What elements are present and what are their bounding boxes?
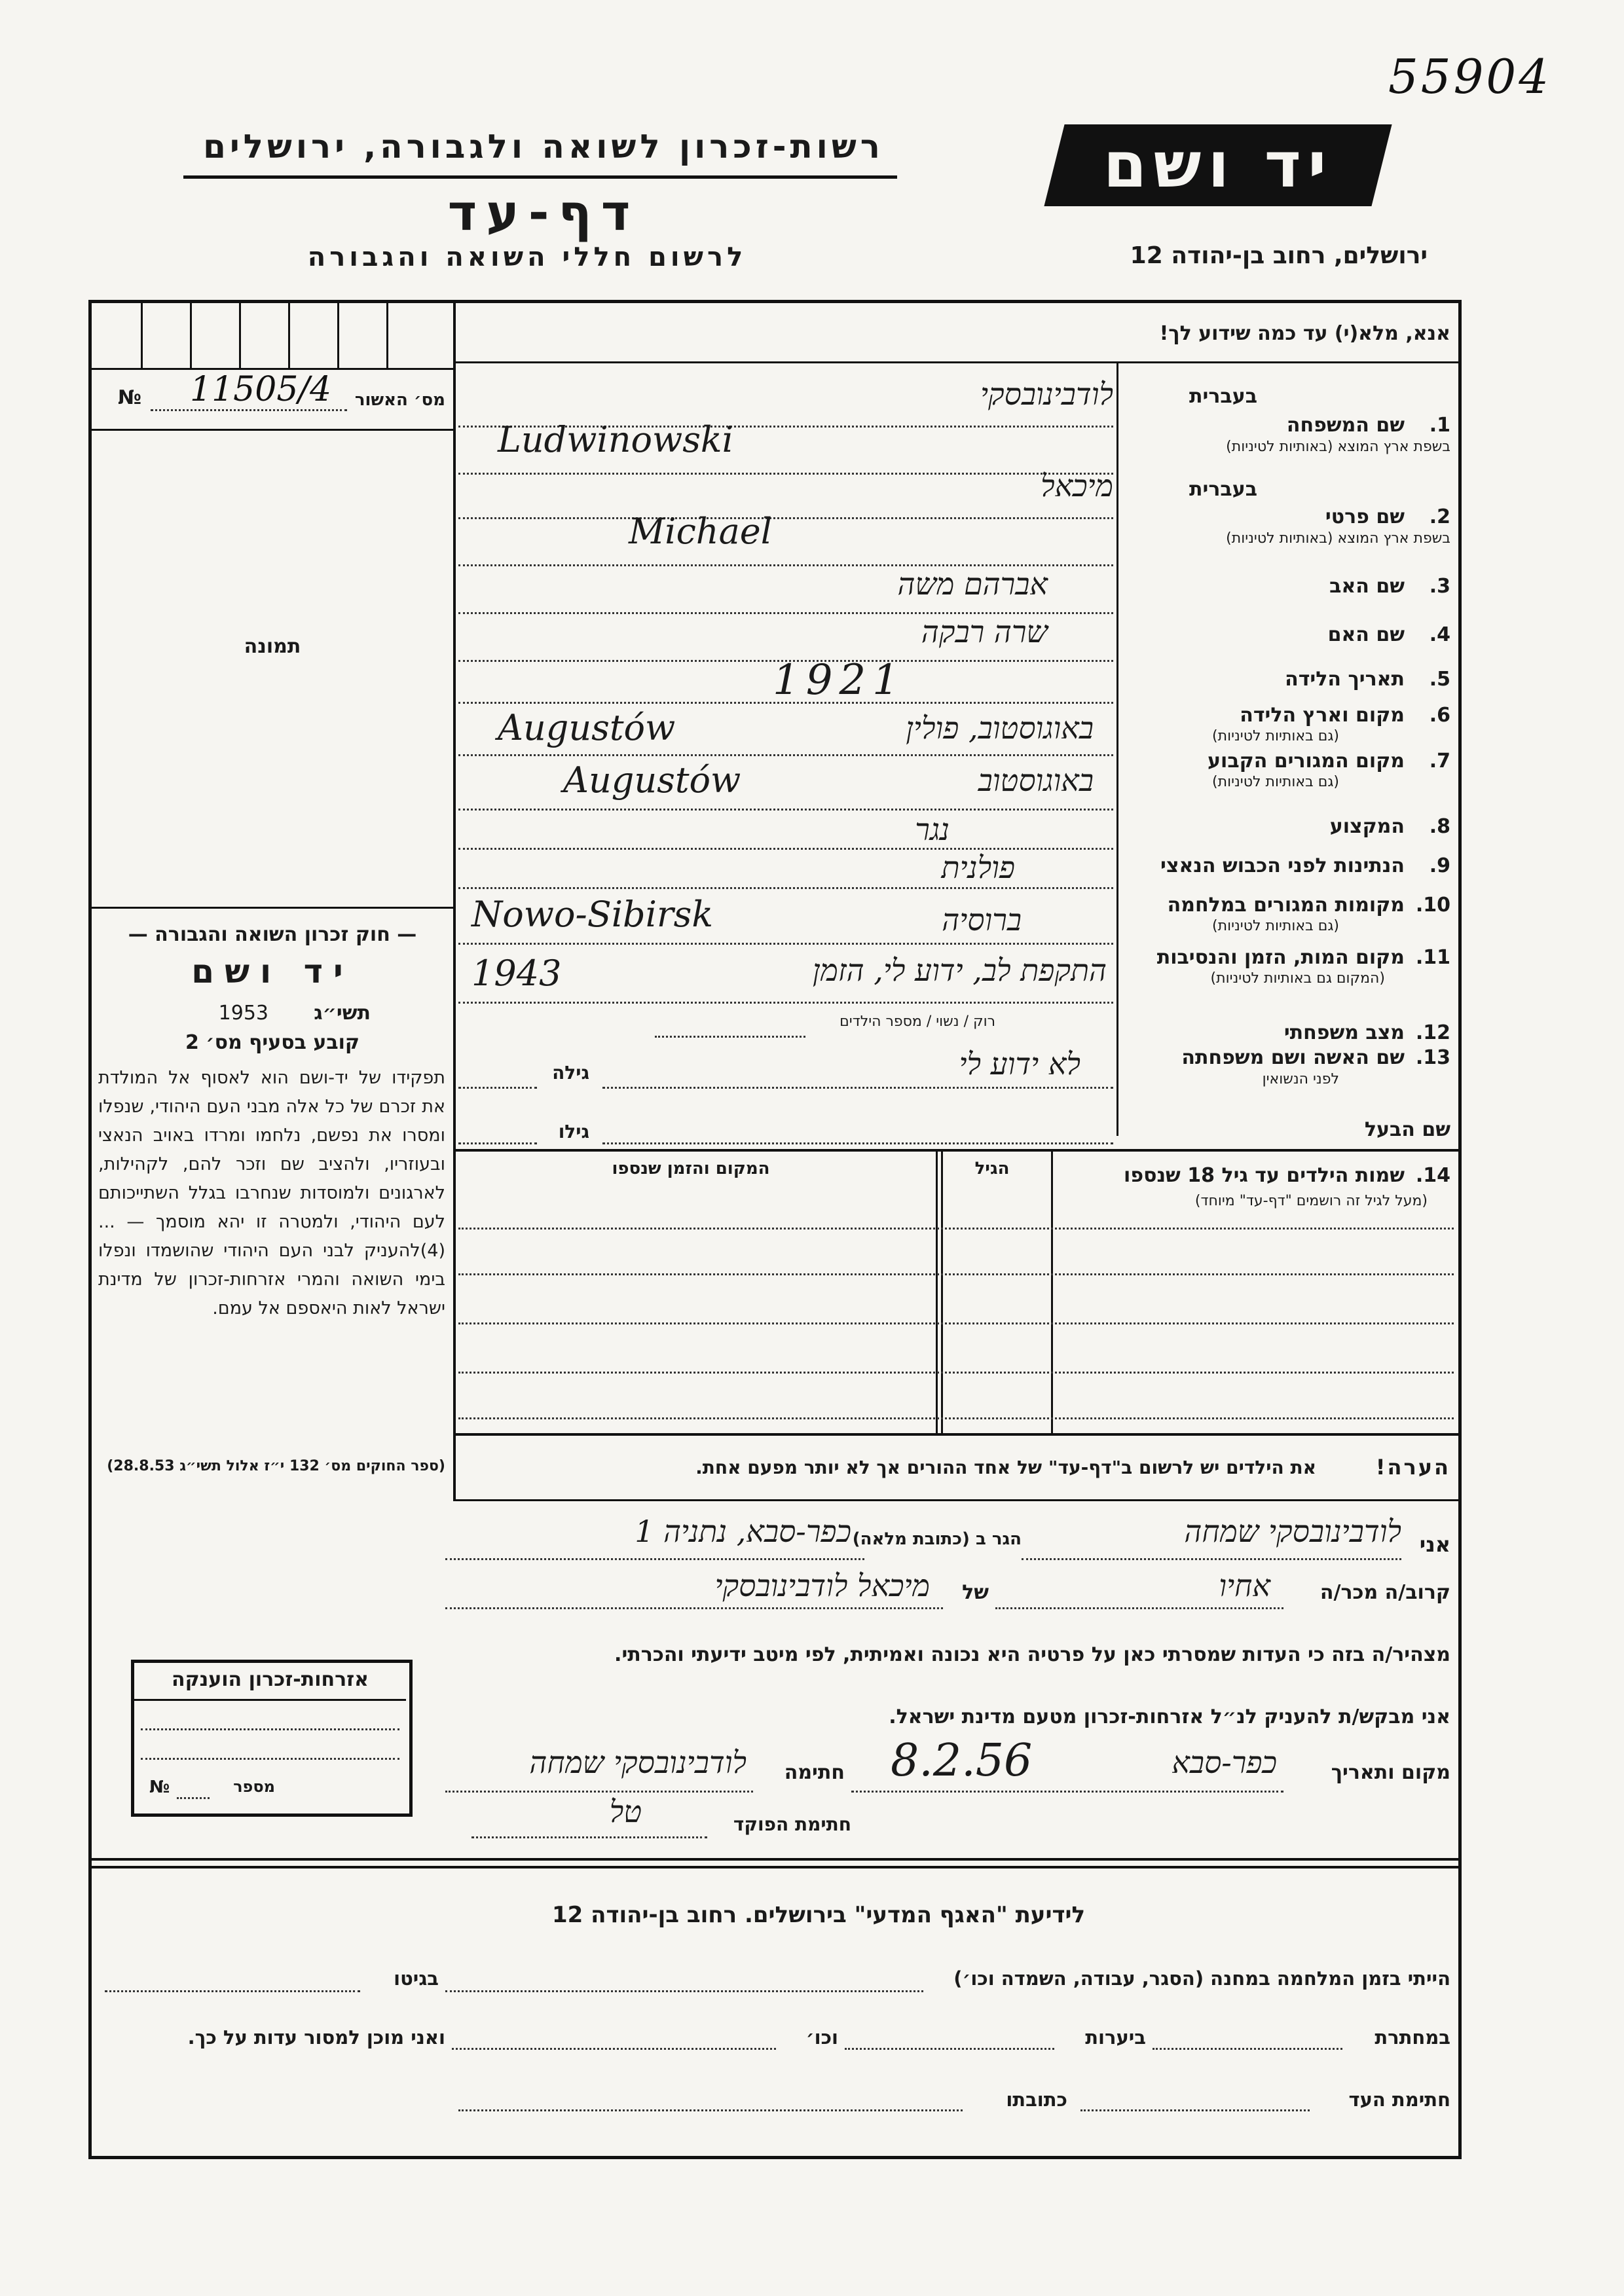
- field-9-line: [458, 887, 1113, 889]
- bottom-line2-underground-field[interactable]: [1153, 2048, 1342, 2050]
- note-bottom: [456, 1499, 1458, 1501]
- citizenship-title-underline: [134, 1699, 406, 1701]
- registration-no-symbol: №: [118, 386, 142, 409]
- field-11-num: 11.: [1415, 946, 1450, 969]
- declaration-officer-line: [471, 1836, 707, 1838]
- declaration-address-line: [445, 1558, 864, 1560]
- bottom-line2-forests-field[interactable]: [845, 2048, 1054, 2050]
- frame-right: [1458, 300, 1462, 2159]
- field-11-value-year[interactable]: 1943: [471, 953, 562, 994]
- frame-top: [88, 300, 1462, 303]
- declaration-place[interactable]: כפר-סבא: [1172, 1745, 1277, 1780]
- field-14-num: 14.: [1415, 1164, 1450, 1187]
- children-row-line: [458, 1372, 1454, 1374]
- field-10-num: 10.: [1415, 894, 1450, 917]
- field-3-num: 3.: [1429, 575, 1450, 598]
- form-title: דף-עד: [447, 183, 640, 242]
- intro-divider: [456, 361, 1458, 363]
- note-label: הערה!: [1375, 1455, 1450, 1480]
- field-7-num: 7.: [1429, 750, 1450, 773]
- field-7-value-hebrew[interactable]: באוגוסטוב: [978, 763, 1094, 798]
- field-7-value-latin[interactable]: Augustów: [563, 759, 741, 801]
- bottom-line1-ghetto: בגיטו: [394, 1967, 439, 1990]
- field-11-sub: (המקום גם באותיות לטיניות): [1210, 970, 1385, 987]
- box-grid-line: [190, 302, 192, 368]
- husband-age-line: [458, 1142, 537, 1144]
- field-12-label: מצב משפחתי: [1283, 1021, 1405, 1044]
- field-10-sub: (גם באותיות לטיניות): [1212, 918, 1339, 934]
- declaration-date[interactable]: 8.2.56: [891, 1735, 1033, 1787]
- declaration-officer[interactable]: טל: [609, 1794, 642, 1829]
- field-7-sub: (גם באותיות לטיניות): [1212, 774, 1339, 790]
- field-10-line: [458, 943, 1113, 945]
- bottom-line1-camp-field[interactable]: [445, 1990, 923, 1992]
- law-name: יד ושם: [191, 953, 354, 991]
- box-grid-line: [386, 302, 388, 368]
- field-1-hebrew-tag: בעברית: [1189, 385, 1257, 408]
- bottom-separator: [92, 1866, 1458, 1868]
- field-6-value-latin[interactable]: Augustów: [498, 707, 676, 748]
- box-grid-line: [288, 302, 290, 368]
- field-6-value-hebrew[interactable]: באוגוסטוב, פולין: [906, 710, 1094, 746]
- field-13-age-label: גילה: [552, 1062, 589, 1084]
- citizenship-number-label: מספר: [233, 1777, 275, 1796]
- declaration-signature-label: חתימה: [784, 1761, 845, 1784]
- field-9-num: 9.: [1429, 854, 1450, 877]
- field-12-num: 12.: [1415, 1021, 1450, 1044]
- husband-label: שם הבעל: [1364, 1118, 1450, 1141]
- field-6-sub: (גם באותיות לטיניות): [1212, 728, 1339, 744]
- field-7-label: מקום המגורים הקבוע: [1208, 750, 1405, 773]
- form-subtitle: לרשום חללי השואה והגבורה: [307, 242, 747, 272]
- citizenship-no-symbol: №: [149, 1777, 170, 1797]
- bottom-line2-etc: וכו׳: [805, 2026, 838, 2049]
- bottom-line2-forests: ביערות: [1085, 2026, 1146, 2049]
- field-10-value-hebrew[interactable]: ברוסיה: [942, 902, 1022, 938]
- field-6-label: מקום וארץ הלידה: [1240, 704, 1405, 727]
- husband-age-label: גילו: [558, 1121, 589, 1142]
- field-11-label: מקום המות, הזמן והנסיבות: [1156, 946, 1405, 969]
- declaration-officer-label: חתימת הפוקד: [733, 1813, 851, 1835]
- frame-bottom: [88, 2156, 1462, 2159]
- children-row-line: [458, 1322, 1454, 1324]
- field-1-label: שם המשפחה: [1286, 414, 1405, 437]
- archive-number: 55904: [1388, 49, 1552, 104]
- field-2-num: 2.: [1429, 505, 1450, 528]
- box-grid-line: [141, 302, 143, 368]
- bottom-line3-address: כתובתו: [1006, 2088, 1067, 2111]
- field-2-sub: בשפת ארץ המוצא (באותיות לטיניות): [1226, 530, 1450, 547]
- registration-divider: [92, 429, 453, 431]
- declaration-address[interactable]: כפר-סבא, נתניה 1: [635, 1514, 851, 1549]
- bottom-line3-witness-signature: חתימת העד: [1348, 2088, 1450, 2111]
- field-9-value[interactable]: פולנית: [941, 850, 1015, 885]
- org-underline: [183, 175, 897, 179]
- law-clause: קובע בסעיף מס׳ 2: [185, 1031, 360, 1054]
- children-row-line: [458, 1417, 1454, 1419]
- field-13-line: [602, 1087, 1113, 1089]
- field-4-label: שם האם: [1327, 623, 1405, 646]
- field-3-value[interactable]: אברהם משה: [897, 566, 1048, 602]
- declaration-of[interactable]: מיכאל לודבינובסקי: [714, 1568, 930, 1603]
- field-12-options[interactable]: רוק / נשוי / מספר הילדים: [840, 1013, 995, 1030]
- declaration-request: אני מבקש/ת להעניק לנ״ל אזרחות-זכרון מטעם מדינת ישראל.: [889, 1705, 1450, 1728]
- bottom-line3-address-field[interactable]: [458, 2109, 963, 2111]
- photo-divider: [92, 907, 453, 909]
- children-section-top: [456, 1149, 1458, 1152]
- field-12-line: [655, 1036, 805, 1038]
- field-11-line: [458, 1002, 1113, 1004]
- children-col-divider: [1051, 1152, 1053, 1433]
- declaration-ani: אני: [1419, 1532, 1450, 1557]
- field-1-num: 1.: [1429, 414, 1450, 437]
- declaration-lives-label: הגר ב (כתובת מלאה): [852, 1529, 1022, 1549]
- field-2-hebrew-tag: בעברית: [1189, 478, 1257, 501]
- field-14-label: שמות הילדים עד גיל 18 שנספו: [1124, 1164, 1405, 1187]
- frame-left: [88, 300, 92, 2159]
- label-column-divider: [1116, 363, 1118, 1136]
- bottom-line2-etc-field[interactable]: [452, 2048, 776, 2050]
- org-line: רשות-זכרון לשואה ולגבורה, ירושלים: [203, 128, 884, 166]
- field-11-value-hebrew[interactable]: התקפת לב, ידוע לי, הזמן: [812, 953, 1107, 988]
- law-reference: (ספר החוקים מס׳ 132 י״ז אלול תשי״ג 28.8.53): [107, 1458, 445, 1474]
- box-grid-line: [337, 302, 339, 368]
- declaration-relation-line: [995, 1607, 1283, 1609]
- field-2-value-hebrew[interactable]: מיכאל: [1041, 468, 1113, 503]
- field-5-value[interactable]: 1921: [773, 656, 906, 704]
- children-col-age: הגיל: [974, 1159, 1010, 1178]
- declaration-name[interactable]: לודבינובסקי שמחה: [1184, 1514, 1401, 1549]
- citizenship-title: אזרחות-זכרון הוענקה: [171, 1668, 369, 1691]
- bottom-line1-camp: הייתי בזמן המלחמה במחנה (הסגר, עבודה, השמדה וכו׳): [953, 1967, 1450, 1990]
- field-4-num: 4.: [1429, 623, 1450, 646]
- children-row-line: [458, 1273, 1454, 1275]
- field-8-label: המקצוע: [1329, 815, 1405, 838]
- bottom-title: לידיעת "האגף המדעי" בירושלים. רחוב בן-יהודה 12: [551, 1902, 1086, 1928]
- field-6-line: [458, 754, 1113, 756]
- field-8-line: [458, 848, 1113, 850]
- declaration-signature-line: [445, 1791, 753, 1793]
- field-13-sub: לפני הנשואין: [1262, 1071, 1339, 1087]
- bottom-line1-ghetto-field[interactable]: [105, 1990, 360, 1992]
- photo-label: תמונה: [244, 635, 301, 658]
- registration-line: [151, 409, 347, 411]
- field-1-value-latin[interactable]: Ludwinowski: [498, 419, 733, 460]
- field-10-value-latin[interactable]: Nowo-Sibirsk: [471, 894, 714, 935]
- field-2-line-hebrew: [458, 517, 1113, 519]
- field-13-value[interactable]: לא ידוע לי: [959, 1046, 1080, 1082]
- husband-line: [602, 1142, 1113, 1144]
- declaration-signature[interactable]: לודבינובסקי שמחה: [529, 1745, 747, 1780]
- field-8-num: 8.: [1429, 815, 1450, 838]
- children-col-divider: [941, 1152, 943, 1433]
- bottom-line3-witness-field[interactable]: [1080, 2109, 1310, 2111]
- field-1-sub: בשפת ארץ המוצא (באותיות לטיניות): [1226, 439, 1450, 455]
- registration-number: 11505/4: [190, 370, 332, 409]
- field-5-num: 5.: [1429, 668, 1450, 691]
- header-address: ירושלים, רחוב בן-יהודה 12: [1130, 242, 1428, 269]
- declaration-name-line: [1022, 1558, 1401, 1560]
- note-text: את הילדים יש לרשום ב"דף-עד" של אחד ההורים אך לא יותר מפעם אחת.: [695, 1457, 1316, 1478]
- citizenship-number-line: [177, 1797, 210, 1799]
- law-title: — חוק זכרון השואה והגבורה —: [128, 923, 417, 946]
- declaration-of-line: [445, 1607, 943, 1609]
- declaration-statement: מצהיר/ה בזה כי העדות שמסרתי כאן על פרטיה היא נכונה ואמיתית, לפי מיטב ידיעתי והכרתי.: [614, 1643, 1450, 1666]
- field-3-label: שם האב: [1329, 575, 1405, 598]
- bottom-line2-underground: במחתרת: [1375, 2026, 1450, 2049]
- field-5-line: [458, 702, 1113, 704]
- field-1-value-hebrew[interactable]: לודבינובסקי: [980, 376, 1113, 412]
- declaration-date-line: [851, 1791, 1283, 1793]
- field-6-num: 6.: [1429, 704, 1450, 727]
- intro-text: אנא, מלא(י) עד כמה שידוע לך!: [1159, 322, 1450, 345]
- citizenship-line: [141, 1728, 399, 1730]
- children-col-place: המקום והזמן שנספו: [612, 1159, 770, 1178]
- field-10-label: מקומות המגורים במלחמה: [1167, 894, 1405, 917]
- field-9-label: הנתינות לפני הכבוש הנאצי: [1160, 854, 1405, 877]
- yad-vashem-logo-text: יד ושם: [1103, 128, 1333, 202]
- field-7-line: [458, 809, 1113, 811]
- field-4-value[interactable]: שרה רבקה: [921, 614, 1048, 649]
- registration-label: מס׳ האשור: [354, 390, 445, 410]
- children-row-line: [458, 1228, 1454, 1230]
- declaration-relation[interactable]: אחיו: [1219, 1568, 1270, 1603]
- box-grid-line: [239, 302, 241, 368]
- law-year-he: תשי״ג: [314, 1002, 371, 1025]
- field-13-age-line: [458, 1087, 537, 1089]
- sidebar-divider: [453, 300, 456, 1501]
- field-14-sub: (מעל לגיל זה רושמים "דף-עד" מיוחד): [1194, 1193, 1428, 1209]
- law-year: 1953: [218, 1002, 268, 1025]
- citizenship-line: [141, 1758, 399, 1760]
- bottom-separator: [92, 1858, 1458, 1861]
- bottom-line2-willing: ואני מוכן למסור עדות על כך.: [187, 2026, 445, 2049]
- field-13-label: שם האשה ושם משפחתה: [1181, 1046, 1405, 1069]
- children-section-bottom: [456, 1433, 1458, 1436]
- declaration-relative-label: קרוב/ה מכר/ה: [1320, 1581, 1450, 1604]
- children-col-divider-double: [936, 1152, 938, 1433]
- field-5-label: תאריך הלידה: [1285, 668, 1405, 691]
- field-8-value[interactable]: נגר: [915, 812, 950, 847]
- field-2-label: שם פרטי: [1325, 505, 1405, 528]
- declaration-shel: של: [962, 1581, 989, 1604]
- field-13-num: 13.: [1415, 1046, 1450, 1069]
- field-2-value-latin[interactable]: Michael: [629, 511, 773, 552]
- declaration-place-date-label: מקום ותאריך: [1331, 1761, 1450, 1784]
- law-body: תפקידו של יד-ושם הוא לאסוף אל המולדת את זכרם של כל אלה מבני העם היהודי, שנפלו ומסרו את נפשם, נלחמו ומרדו באויב הנאצי ובעוזריו, ולהציב שם וזכר להם, לקהילות, לארגונים ולמוסדות שנחרבו בגלל השתייכותם לעם היהודי, ולמטרה זו יהא מוסמך — ...(4)להעניק לבני העם היהודי שהושמדו ונפלו בימי השואה והמרי אזרחות-זכרון של מדינת ישראל לאות היאספם אל עמם.: [98, 1068, 445, 1319]
